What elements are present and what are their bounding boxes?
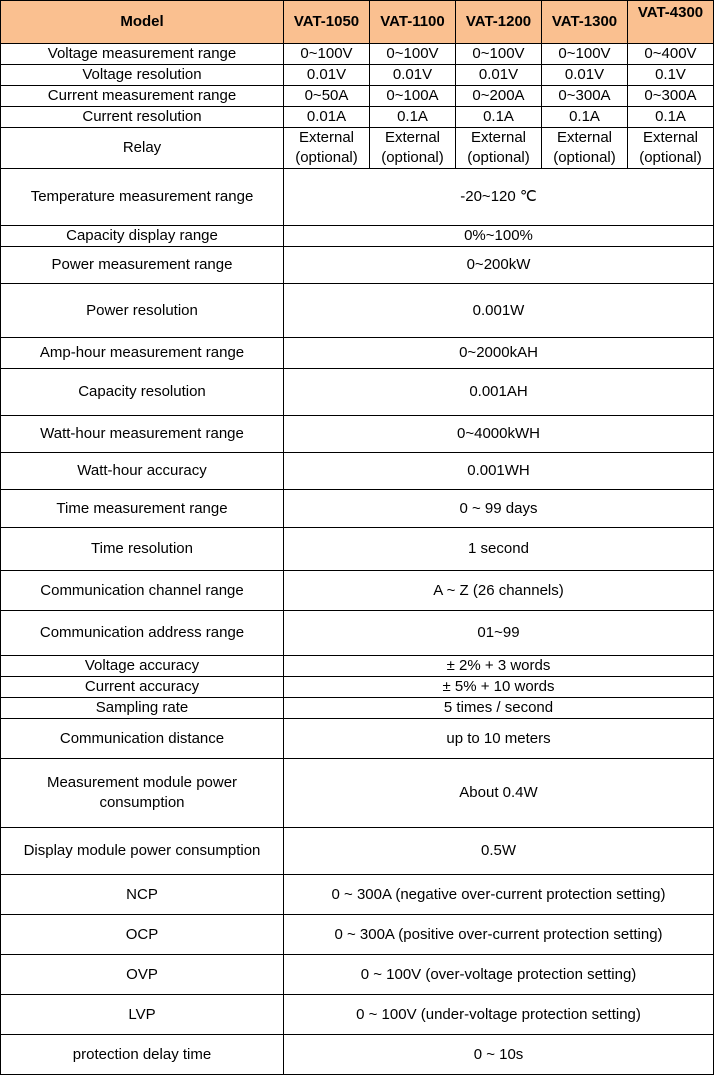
table-row (1, 915, 714, 955)
value-watt-hour-accuracy: 0.001WH (284, 453, 714, 490)
cell-current-measurement-range-vat-1050: 0~50A (284, 86, 370, 107)
value-temperature-measurement-range: -20~120 ℃ (284, 169, 714, 226)
table-row (1, 169, 714, 226)
value-lvp: 0 ~ 100V (under-voltage protection setting) (284, 995, 714, 1035)
table-row (1, 226, 714, 247)
table-row (1, 955, 714, 995)
value-ocp: 0 ~ 300A (positive over-current protection setting) (284, 915, 714, 955)
table-row (1, 416, 714, 453)
table-row (1, 107, 714, 128)
row-label-watt-hour-accuracy: Watt-hour accuracy (1, 453, 284, 490)
value-power-measurement-range: 0~200kW (284, 247, 714, 284)
cell-current-resolution-vat-1200: 0.1A (456, 107, 542, 128)
cell-current-resolution-vat-1050: 0.01A (284, 107, 370, 128)
table-row (1, 128, 714, 169)
table-row (1, 247, 714, 284)
value-measurement-module-power-consumption: About 0.4W (284, 759, 714, 828)
value-display-module-power-consumption: 0.5W (284, 828, 714, 875)
row-label-time-measurement-range: Time measurement range (1, 490, 284, 528)
cell-current-resolution-vat-1100: 0.1A (370, 107, 456, 128)
row-label-measurement-module-power-consumption: Measurement module power consumption (1, 759, 284, 828)
table-row (1, 995, 714, 1035)
value-sampling-rate: 5 times / second (284, 698, 714, 719)
value-current-accuracy: ± 5% + 10 words (284, 677, 714, 698)
value-ovp: 0 ~ 100V (over-voltage protection setting) (284, 955, 714, 995)
cell-voltage-measurement-range-vat-1050: 0~100V (284, 44, 370, 65)
value-capacity-display-range: 0%~100% (284, 226, 714, 247)
row-label-current-resolution: Current resolution (1, 107, 284, 128)
value-communication-channel-range: A ~ Z (26 channels) (284, 571, 714, 611)
row-label-power-resolution: Power resolution (1, 284, 284, 338)
cell-voltage-resolution-vat-1100: 0.01V (370, 65, 456, 86)
table-row (1, 86, 714, 107)
header-row (1, 1, 714, 44)
table-row (1, 44, 714, 65)
value-power-resolution: 0.001W (284, 284, 714, 338)
row-label-capacity-display-range: Capacity display range (1, 226, 284, 247)
row-label-relay: Relay (1, 128, 284, 169)
row-label-current-measurement-range: Current measurement range (1, 86, 284, 107)
cell-relay-vat-1050: External (optional) (284, 128, 370, 169)
table-row (1, 490, 714, 528)
row-label-ovp: OVP (1, 955, 284, 995)
row-label-voltage-measurement-range: Voltage measurement range (1, 44, 284, 65)
value-capacity-resolution: 0.001AH (284, 369, 714, 416)
value-protection-delay-time: 0 ~ 10s (284, 1035, 714, 1075)
table-row (1, 828, 714, 875)
cell-relay-vat-1200: External (optional) (456, 128, 542, 169)
table-row (1, 1035, 714, 1075)
header-model-vat-4300: VAT-4300 (628, 1, 714, 44)
cell-voltage-resolution-vat-1050: 0.01V (284, 65, 370, 86)
table-row (1, 369, 714, 416)
row-label-display-module-power-consumption: Display module power consumption (1, 828, 284, 875)
row-label-communication-distance: Communication distance (1, 719, 284, 759)
row-label-temperature-measurement-range: Temperature measurement range (1, 169, 284, 226)
header-model-vat-1050: VAT-1050 (284, 1, 370, 44)
row-label-protection-delay-time: protection delay time (1, 1035, 284, 1075)
cell-voltage-measurement-range-vat-4300: 0~400V (628, 44, 714, 65)
row-label-watt-hour-measurement-range: Watt-hour measurement range (1, 416, 284, 453)
header-model-vat-1300: VAT-1300 (542, 1, 628, 44)
row-label-communication-address-range: Communication address range (1, 611, 284, 656)
header-model-label: Model (1, 1, 284, 44)
table-row (1, 571, 714, 611)
value-time-measurement-range: 0 ~ 99 days (284, 490, 714, 528)
row-label-capacity-resolution: Capacity resolution (1, 369, 284, 416)
row-label-communication-channel-range: Communication channel range (1, 571, 284, 611)
row-label-sampling-rate: Sampling rate (1, 698, 284, 719)
cell-voltage-resolution-vat-1200: 0.01V (456, 65, 542, 86)
cell-voltage-resolution-vat-4300: 0.1V (628, 65, 714, 86)
row-label-lvp: LVP (1, 995, 284, 1035)
header-model-vat-1100: VAT-1100 (370, 1, 456, 44)
table-row (1, 656, 714, 677)
row-label-ncp: NCP (1, 875, 284, 915)
table-row (1, 677, 714, 698)
cell-relay-vat-4300: External (optional) (628, 128, 714, 169)
value-ncp: 0 ~ 300A (negative over-current protection setting) (284, 875, 714, 915)
row-label-time-resolution: Time resolution (1, 528, 284, 571)
cell-voltage-measurement-range-vat-1100: 0~100V (370, 44, 456, 65)
value-amp-hour-measurement-range: 0~2000kAH (284, 338, 714, 369)
cell-relay-vat-1300: External (optional) (542, 128, 628, 169)
value-watt-hour-measurement-range: 0~4000kWH (284, 416, 714, 453)
cell-relay-vat-1100: External (optional) (370, 128, 456, 169)
table-row (1, 719, 714, 759)
value-voltage-accuracy: ± 2% + 3 words (284, 656, 714, 677)
row-label-amp-hour-measurement-range: Amp-hour measurement range (1, 338, 284, 369)
cell-current-measurement-range-vat-1100: 0~100A (370, 86, 456, 107)
row-label-voltage-resolution: Voltage resolution (1, 65, 284, 86)
value-communication-distance: up to 10 meters (284, 719, 714, 759)
cell-voltage-measurement-range-vat-1300: 0~100V (542, 44, 628, 65)
row-label-current-accuracy: Current accuracy (1, 677, 284, 698)
header-model-vat-1200: VAT-1200 (456, 1, 542, 44)
table-row (1, 284, 714, 338)
cell-current-measurement-range-vat-4300: 0~300A (628, 86, 714, 107)
cell-current-resolution-vat-4300: 0.1A (628, 107, 714, 128)
table-row (1, 528, 714, 571)
table-row (1, 65, 714, 86)
row-label-ocp: OCP (1, 915, 284, 955)
cell-voltage-resolution-vat-1300: 0.01V (542, 65, 628, 86)
value-time-resolution: 1 second (284, 528, 714, 571)
table-row (1, 611, 714, 656)
table-row (1, 759, 714, 828)
table-row (1, 875, 714, 915)
row-label-power-measurement-range: Power measurement range (1, 247, 284, 284)
cell-voltage-measurement-range-vat-1200: 0~100V (456, 44, 542, 65)
value-communication-address-range: 01~99 (284, 611, 714, 656)
table-row (1, 698, 714, 719)
cell-current-measurement-range-vat-1300: 0~300A (542, 86, 628, 107)
cell-current-resolution-vat-1300: 0.1A (542, 107, 628, 128)
cell-current-measurement-range-vat-1200: 0~200A (456, 86, 542, 107)
table-row (1, 338, 714, 369)
row-label-voltage-accuracy: Voltage accuracy (1, 656, 284, 677)
table-row (1, 453, 714, 490)
